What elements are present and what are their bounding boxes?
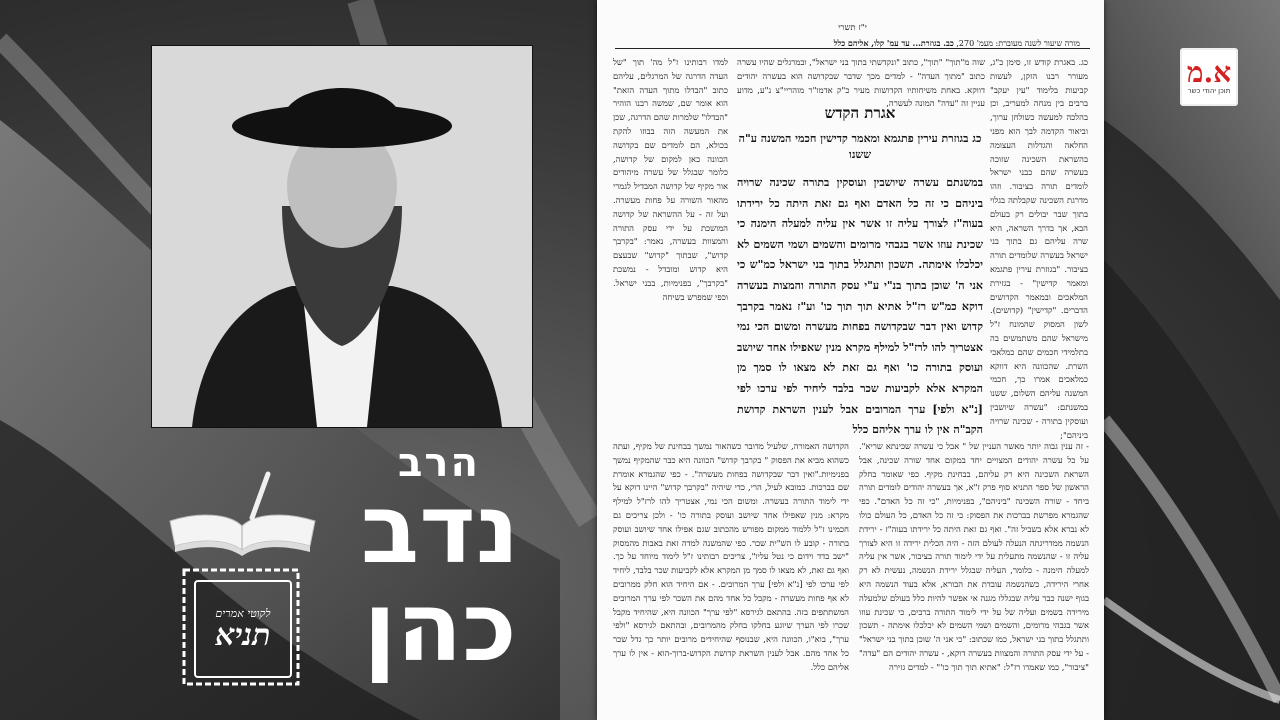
stamp-big-text: תניא — [215, 617, 271, 653]
page-header — [615, 12, 1090, 49]
main-text-box — [737, 100, 983, 437]
rabbi-title: הרב — [398, 440, 480, 486]
stamp-small-text: לקוטי אמרים — [215, 606, 271, 620]
subheader-bold: כב. בגוזרת... עד עמ' קלו, אליהם כלל — [833, 38, 954, 48]
rabbi-portrait — [151, 45, 533, 428]
column-left-top: למדו רבותינו ז"ל מה' תוך "של העדה הדרגה של המרגלים, עליהם כתוב "הבדלו מתוך העדה הזאת" הוא אומר שם, שמשה רבנו הוהיר "הבדלו" שלמרות שהם הדרגה, שכן את המעשה הזה בבוזו להקת בכולא, הם לומדים שם בקדושה הכוונה כאן למקום של קדושה, כלומר שבגלל של עשרה מיהודים אור מקיף של קדושה המבדיל לגמרי מהאור השורה על פחות מעשרה. ועל זה - על ההשראה של קדושה המושכת על ידי עסק התורה והמצוות בעשרה, נאמר: "בקרבך קדוש", שבתוך "קדוש" שבעצם היא קדוש ומובדל - נמשכת "בקרבך", בפנימיות, בבני ישראל. וכפי שמפרש בשיחה — [613, 57, 728, 302]
column-bottom-left: הקדושה האמורה, שלעיל מדובר כשהאור נמשך בבחינת של מקיף, ועתה כשהוא מביא את הפסוק " בקרבך קדוש" הכוונה היא כבר שהמקיף נמשך בפנימיות."ואין דבר שבקדושה בפחות מעשרה". - כפי שהגמרא אומרת שם בברכות. כמובא לעיל, הרי, כדי שיהיה "בקרבך קדוש" היינו דוקא על ידי לימוד התורה בעשרה. ומשום הכי נמי, אצטריך להו לרז"ל למילף מקרא: מנין שאפילו אחד שיושב ועוסק בתורה כו' - ולכן צריכים גם חכמינו ז"ל ללמוד ממקום מפורש מהכתוב שגם אפילו אחד שיושב ועוסק בתורה - קובע לו הש"ית שכר. כפי שהמשנה למדה זאת באבות מהמסוק "ישב בדד וידום כי נטל עליו", צריכים רבותינו ז"ל לימוד מיוחד על כך. ואף גם זאת, לא מצאו לו סמך מן המקרא אלא לקביעות שכר בלבד, ליחיד לפי ערכו לפי [נ"א ולפי] ערך המרובים. - אם היחיד הוא חלק ממרובים לא אף פחות מעשרה - מקבל כל אחד מהם את השכר לפי ערך המרובים המשתתפים בזה. בהתאם לגירסא "לפי ערך" הכוונה היא, שהיחיד מקבל שכרו לפי הערך שיוגע בחלקו בחלק מהמרובים, ובהתאם לגירסא "ולפי ערך", בוא"ו, הכוונה היא, שבנוסף שהיחידים מרובים יותר כך גדל שכר כל אחד מהם. אבל לענין השראת קדושת הקדוש-ברוך-הוא - אין לו ערך אליהם כלל. — [613, 441, 849, 672]
logo-tagline: תוכן יהודי כשר — [1187, 87, 1231, 95]
rabbi-name — [340, 473, 540, 683]
page-date: י"ז תשרי — [838, 23, 867, 33]
document-page — [597, 0, 1104, 720]
logo-mark: א.מ — [1186, 56, 1232, 89]
column-right-top: כג. באגרת קודש זו, סימן כ"ג, מעורר רבנו הזקן, לעשות קביעות בלימוד "עין יעקב" ברבים בין מנחה למעריב, וכן בהלכה למעשה כשולחן ערוך, וביאור הקדמה לבך הוא מפני החלאה והגדלות העצומה בהשראת השכינה שזוכה בעשרה שהם כבני ישראל לומדים תורה בציבור. וזהו מדרגת השכינה שקבלתה בגלוי בתוך שבר יבולים רק בעולם הבא, אך בדרך השראה, היא שרה עליהם גם בתוך בני ישראל בעשרה שלומדים תורה בציבור. "בגוזרת עירין פתגמא ומאמר קדישין" - בגזירת המלאכים ובמאמר הקדושים הדברים. "קדישין" (קדושים). לשון המסוק שהמונח ז"ל מישראל שהם משתמשים בה בתלמידי חכמים שהם כמלאכי השרת. שהכוונה היא דווקא כמלאכים אמרו כך, חכמי המשנה עליהם השלום, ששנו במשנתם: "עשרה שיושבין ועוסקין בתורה - שכינה שרויה ביניהם"; — [990, 57, 1088, 440]
rabbi-last-name: כהן — [363, 571, 517, 683]
brand-logo — [1180, 48, 1238, 106]
column-top-middle: שוה מ"תוך" "תוך", כתוב "ונקדשתי בתוך בני ישראל", ובמרגלים שהיו עשרה כתוב "מתוך העדה" - למדים מכך שדבר שבקדושה הוא בעשרה יהודים דווקא. באחת משיחותיו הקדושות מעיר כ"ק אדמו"ר מוהריי"צ נ"ע, מדוע עניין זה "עדה" המונה לעשרה, — [737, 57, 985, 109]
page-subheader — [615, 38, 1080, 48]
column-bottom-right: - זה ענין גבוה יותר מאשר העניין של " אבל כי עשרה שכינתא שריא". על כל עשרה יהודים המצויים יחד במקום אחד שורה שכינה, אבל השראת השכינה היא רק עליהם, בבחינת מקיף. כפי שאומר בחלק הראשון של ספר התניא סוף פרק ז"א, אך בעשרה יהודים לומדים תורה ביחד - שורה השכינה "ביניהם", בפנימיות, "כי זה כל האדם". כפי שהגמרא מפרשת בברכות את הפסוק: כי זה כל האדם, כל העולם כולו לא נברא אלא בשביל זה". ואף גם זאת היתה כל ירידתו בעוה"ז - ירידת הנשמה ממדריגתה הנעלה לעולם הזה - היה הכלית ירידה זו היא לצורך עליה זו - שהנשמה מתעלית על ידי לימוד תורה בציבור, אשר אין עליה למעלה הימנה - כלומר, העליה שבגלל ירידת הנשמה, נעשית לא רק אחרי הירידה, כשהנשמה עובדת את הבורא, אלא בעוד הנשמה היא בגוף ישנה כבר עליה שבגללו מגנה אי אפשר להיות כלל בעולם שלמעלה מירידה בשמים ועליה של על ידי לימוד התורה ברבים, כי שכינת עוזו אשר בגבהי מרומים, והשמים ושמי השמים לא יכלכלו אימתה - תשכון ותתגלל בתוך בני ישראל, כמו שכתוב: "כי אני ה' שוכן בתוך בני ישראל" - על ידי עסק התורה והמצוות בעשרה דוקא, - עשרה יהודים הם "עדה" "ציבור", כמו שאמרו רז"ל: "אתיא תוך תוך כו'" - למדים גזירה — [859, 441, 1089, 672]
rabbi-first-name: נדב — [360, 473, 520, 585]
box-title: אגרת הקדש — [824, 104, 896, 122]
open-book-icon — [160, 466, 325, 561]
tanya-stamp — [180, 566, 302, 688]
box-body: במשנתם עשרה שיושבין ועוסקין בתורה שכינה שרויה ביניהם כי זה כל האדם ואף גם זאת היתה כל ירידתו בעוה"ז לצורך עליה זו אשר אין עליה למעלה הימנה כי שכינת עוזו אשר בגבהי מרומים והשמים ושמי השמים לא יכלכלו אימתה. תשכון ותתגלל בתוך בני ישראל כמ"ש כי אני ה' שוכן בתוך בנ"י ע"י עסק התורה והמצות בעשרה דוקא כמ"ש רז"ל אתיא תוך תוך כו' וע"ז נאמר בקרבך קדוש ואין דבר שבקדושה בפחות מעשרה ומשום הכי נמי אצטריך להו לרז"ל למילף מקרא מנין שאפילו אחד שיושב ועוסק בתורה כו' ואף גם זאת לא מצאו לו סמך מן המקרא אלא לקביעות שכר בלבד ליחיד לפי ערכו לפי [נ"א ולפי] ערך המרובים אבל לענין השראת קדושת הקב"ה אין לו ערך אליהם כלל — [737, 176, 983, 437]
subheader-prefix: מורה שיעור לשנה מעוברת: מעמ' 270, — [953, 39, 1080, 48]
box-subtitle: כג בגוזרת עירין פתגמא ומאמר קדישין חכמי המשנה ע"ה ששנו — [738, 132, 982, 161]
